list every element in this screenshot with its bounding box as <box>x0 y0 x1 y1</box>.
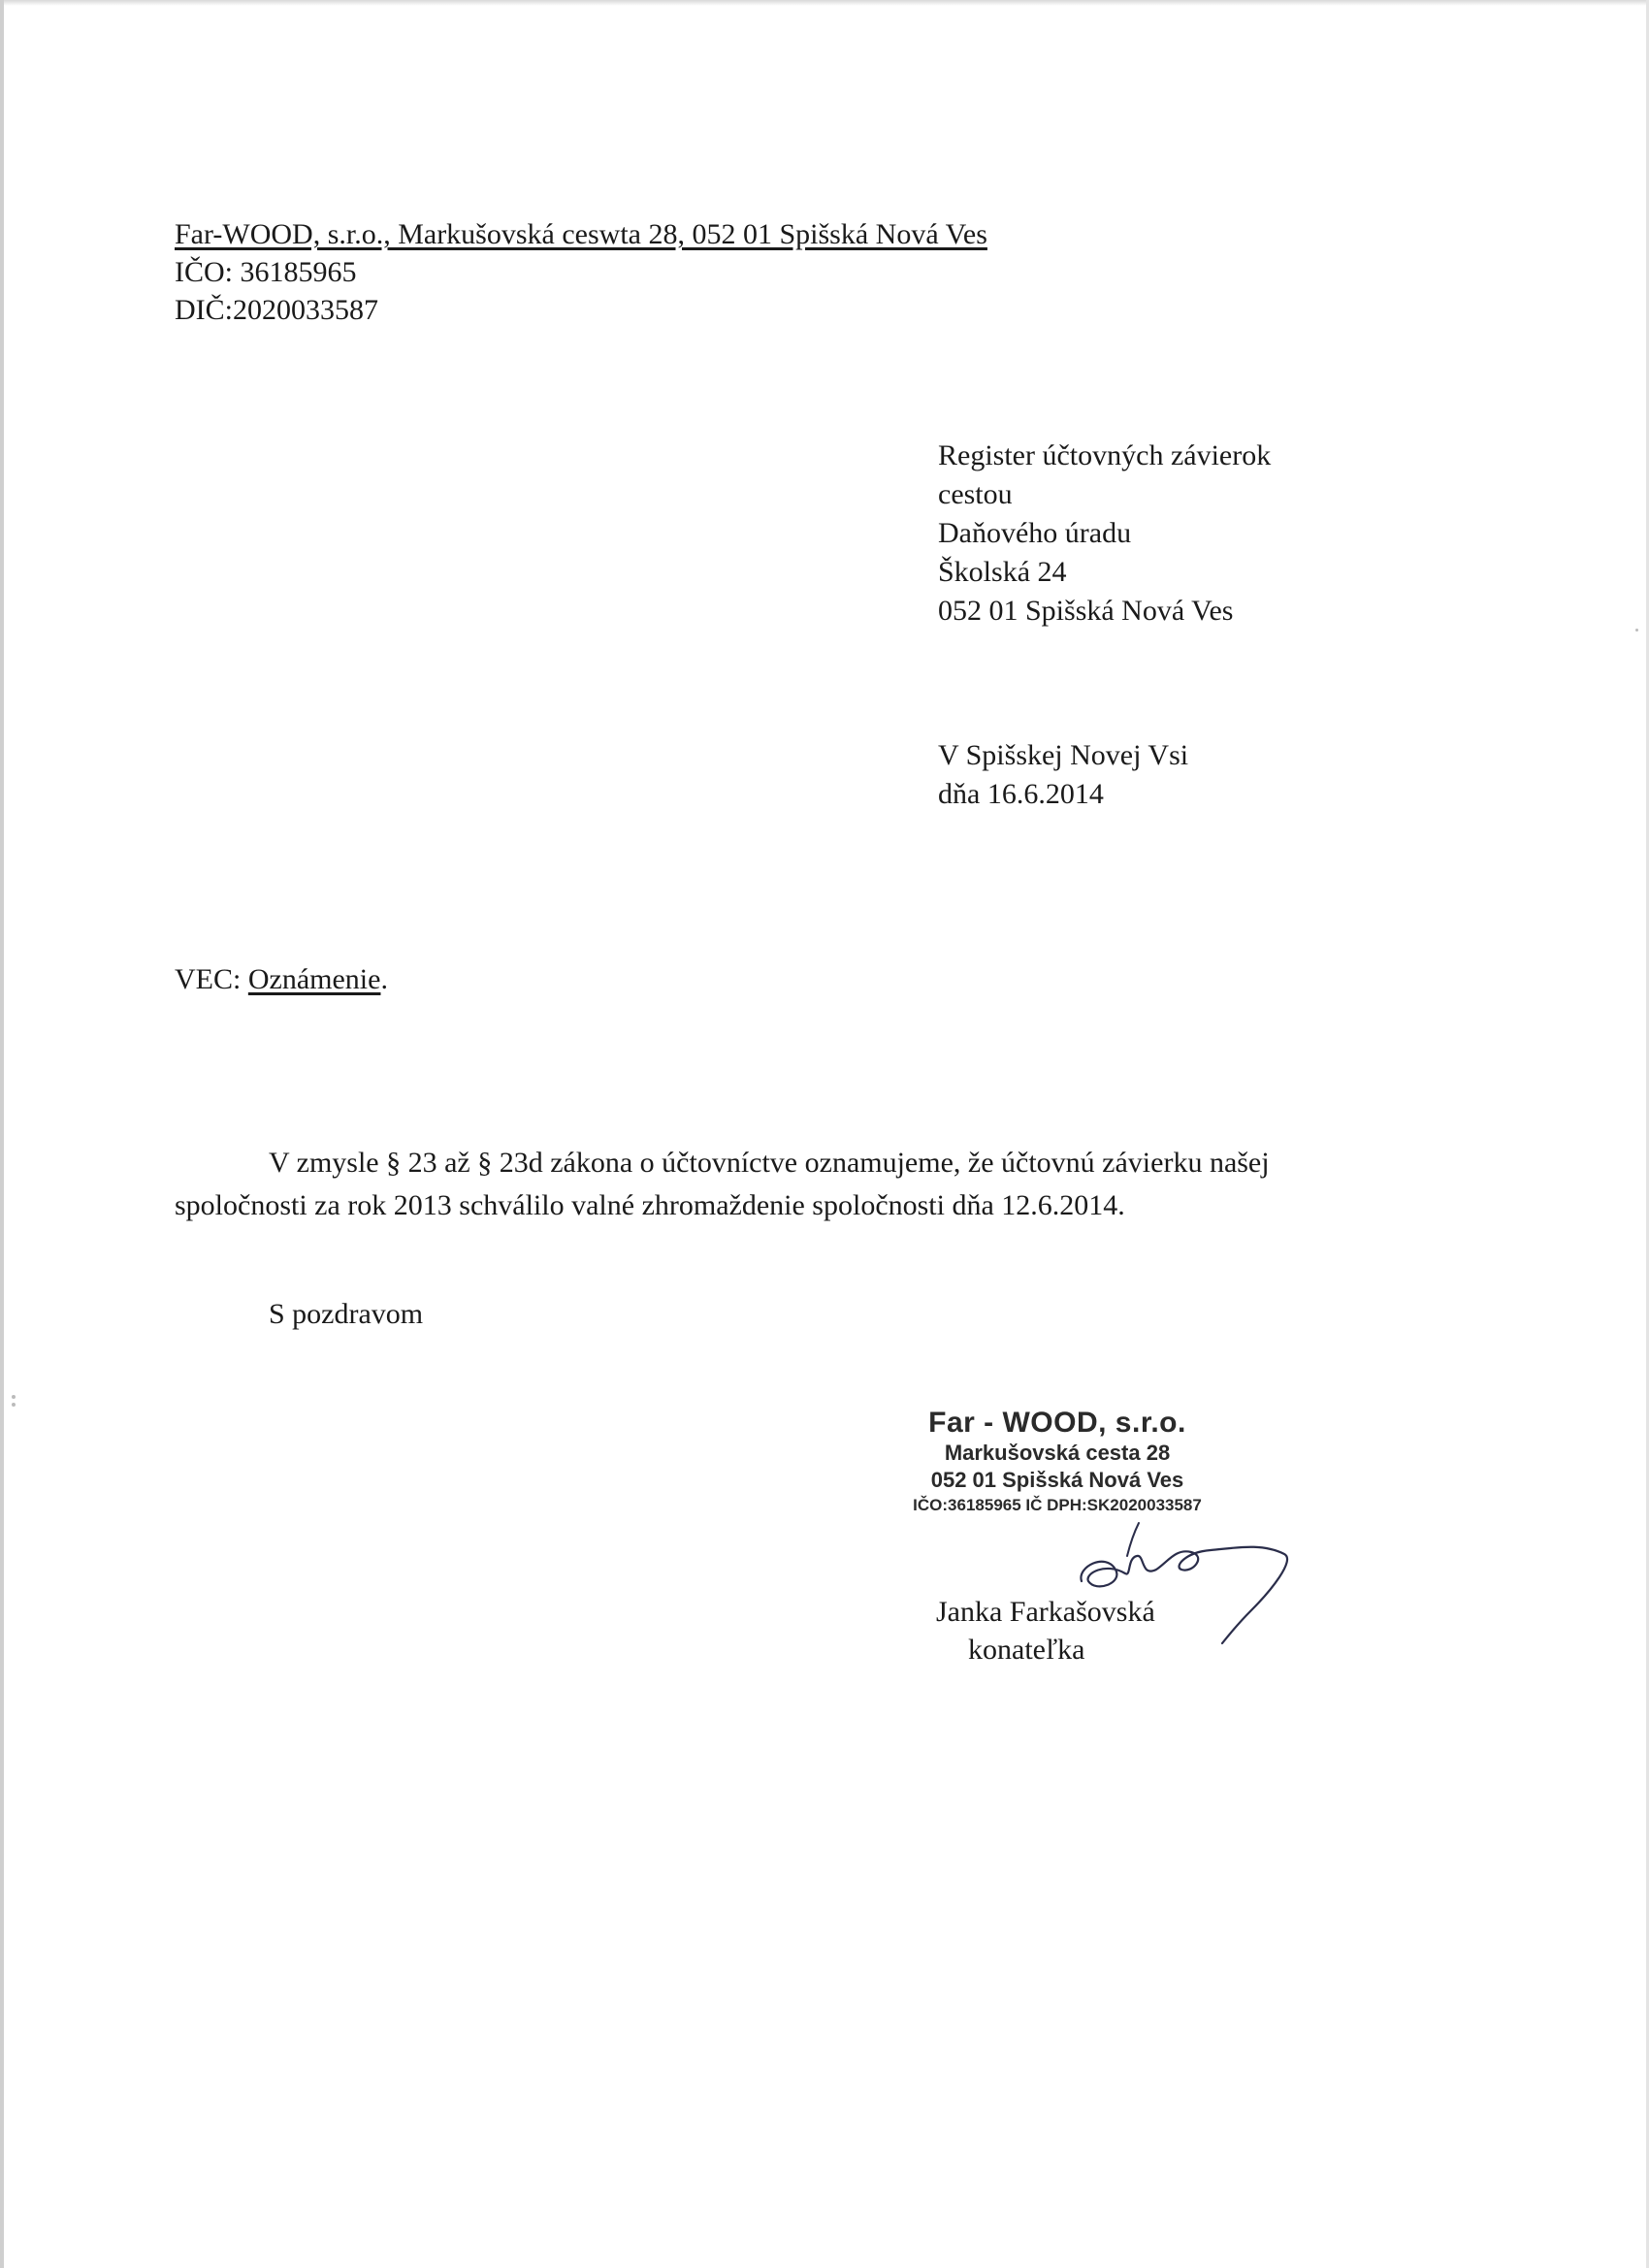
stamp-company-name: Far - WOOD, s.r.o. <box>928 1407 1186 1439</box>
sender-address-line: Far-WOOD, s.r.o., Markušovská ceswta 28, 052 01 Spišská Nová Ves <box>175 218 987 250</box>
scan-edge-left <box>0 0 4 2268</box>
company-stamp <box>854 1407 1261 1517</box>
subject-line <box>175 960 388 999</box>
recipient-line-3: Daňového úradu <box>938 517 1132 549</box>
subject-value: Oznámenie <box>247 963 381 995</box>
subject-end: . <box>380 963 388 995</box>
place-date <box>938 736 1188 814</box>
scan-edge-top <box>0 0 1649 6</box>
recipient-address <box>938 437 1271 631</box>
scan-speck <box>12 1395 16 1399</box>
place: V Spišskej Novej Vsi <box>938 739 1189 771</box>
stamp-ids: IČO:36185965 IČ DPH:SK2020033587 <box>913 1496 1202 1514</box>
scan-speck <box>1635 629 1638 632</box>
recipient-line-5: 052 01 Spišská Nová Ves <box>938 595 1234 627</box>
date: dňa 16.6.2014 <box>938 778 1104 810</box>
signer-role: konateľka <box>968 1634 1085 1666</box>
subject-label: VEC: <box>175 963 248 995</box>
signer-name: Janka Farkašovská <box>936 1596 1155 1628</box>
sender-ico: IČO: 36185965 <box>175 256 357 288</box>
stamp-city: 052 01 Spišská Nová Ves <box>930 1468 1184 1492</box>
recipient-line-2: cestou <box>938 478 1013 510</box>
recipient-line-1: Register účtovných závierok <box>938 439 1272 471</box>
recipient-line-4: Školská 24 <box>938 556 1067 588</box>
stamp-street: Markušovská cesta 28 <box>944 1441 1171 1465</box>
sender-dic: DIČ:2020033587 <box>175 294 378 326</box>
body-paragraph: V zmysle § 23 až § 23d zákona o účtovníctve oznamujeme, že účtovnú závierku našej spoločnosti za rok 2013 schválilo valné zhromaždenie spoločnosti dňa 12.6.2014. <box>175 1147 1270 1221</box>
greeting: S pozdravom <box>269 1298 424 1330</box>
scan-speck <box>12 1403 16 1407</box>
